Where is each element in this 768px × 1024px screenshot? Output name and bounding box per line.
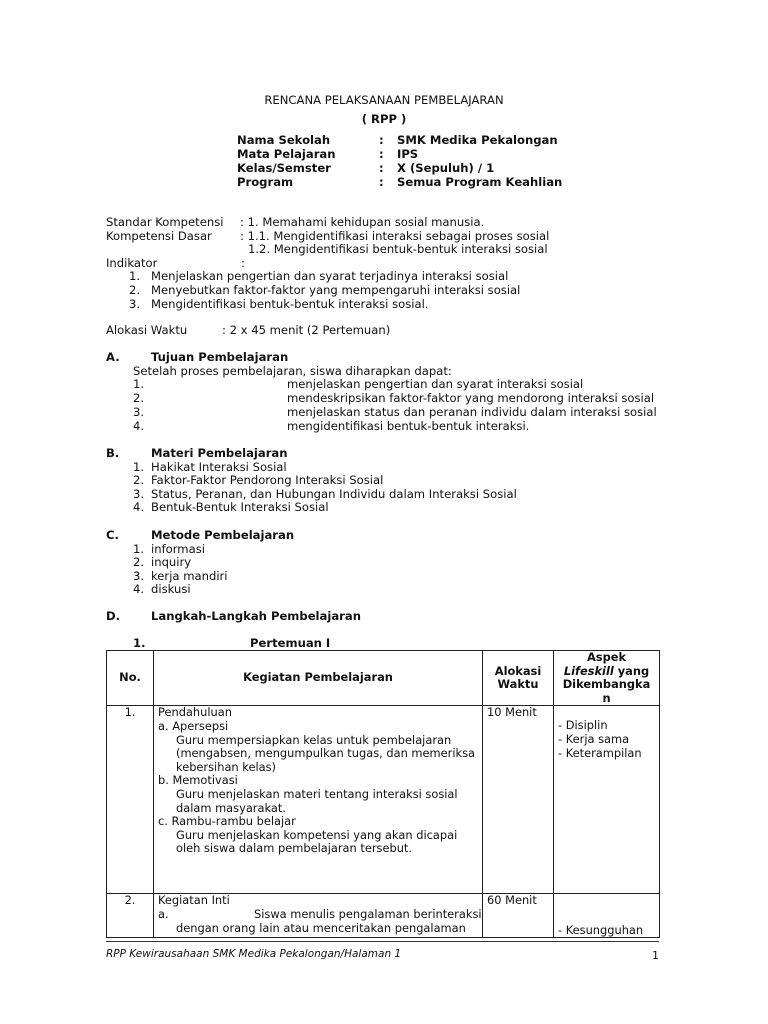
tujuan-text: mendeskripsikan faktor-faktor yang mendorong interaksi sosial xyxy=(287,391,655,405)
aspek-item: - Kerja sama xyxy=(558,731,630,746)
kd-value-1: : 1.1. Mengidentifikasi interaksi sebagai proses sosial xyxy=(240,229,550,243)
identity-label: Program xyxy=(237,175,294,189)
row1-waktu: 10 Menit xyxy=(483,706,554,894)
row1-c-label: c. Rambu-rambu belajar xyxy=(158,814,296,829)
tujuan-text: menjelaskan status dan peranan individu dalam interaksi sosial xyxy=(287,405,657,419)
metode-num: 2. xyxy=(133,555,145,569)
row1-a-line: (mengabsen, mengumpulkan tugas, dan memeriksa xyxy=(176,746,475,761)
header-aspek-line2 xyxy=(558,665,655,679)
row2-a-text1: Siswa menulis pengalaman berinteraksi xyxy=(254,906,482,921)
identity-value: Semua Program Keahlian xyxy=(397,175,563,189)
indikator-num: 1. xyxy=(129,269,141,283)
aspek-item: - Disiplin xyxy=(558,718,608,733)
row2-a-line1 xyxy=(158,906,482,922)
section-c-title: Metode Pembelajaran xyxy=(151,528,295,542)
row1-b-line: dalam masyarakat. xyxy=(176,800,286,815)
identity-value: X (Sepuluh) / 1 xyxy=(397,161,495,175)
identity-sep: : xyxy=(379,133,384,147)
materi-num: 4. xyxy=(133,500,145,514)
table-row xyxy=(107,894,660,938)
indikator-num: 2. xyxy=(129,283,141,297)
metode-text: kerja mandiri xyxy=(151,569,228,583)
section-a-letter: A. xyxy=(106,350,120,364)
metode-text: diskusi xyxy=(151,582,191,596)
row2-a-text2: dengan orang lain atau menceritakan pengalaman xyxy=(176,920,466,935)
identity-label: Mata Pelajaran xyxy=(237,147,336,161)
tujuan-text: menjelaskan pengertian dan syarat interaksi sosial xyxy=(287,377,584,391)
indikator-label: Indikator xyxy=(106,256,158,270)
kd-label: Kompetensi Dasar xyxy=(106,229,212,243)
row1-c-text xyxy=(158,829,478,856)
identity-label: Nama Sekolah xyxy=(237,133,331,147)
row1-title: Pendahuluan xyxy=(158,705,232,720)
alokasi-label: Alokasi Waktu xyxy=(106,323,188,337)
metode-text: inquiry xyxy=(151,555,192,569)
materi-text: Faktor-Faktor Pendorong Interaksi Sosial xyxy=(151,473,384,487)
row1-b-label: b. Memotivasi xyxy=(158,773,238,788)
row1-a-line: Guru mempersiapkan kelas untuk pembelajaran xyxy=(176,732,452,747)
alokasi-value: : 2 x 45 menit (2 Pertemuan) xyxy=(222,323,391,337)
section-b-title: Materi Pembelajaran xyxy=(151,446,288,460)
row2-kegiatan xyxy=(154,894,483,938)
row2-aspek xyxy=(554,894,660,938)
tujuan-num: 4. xyxy=(133,419,145,433)
row2-no: 2. xyxy=(107,894,154,938)
aspek-item: - Kesungguhan xyxy=(558,922,644,937)
table-header-row xyxy=(107,651,660,706)
indikator-num: 3. xyxy=(129,297,141,311)
row2-title: Kegiatan Inti xyxy=(158,893,230,908)
section-d-letter: D. xyxy=(106,609,121,623)
header-alokasi-line1: Alokasi xyxy=(494,663,542,678)
row2-a-label: a. xyxy=(158,906,169,921)
metode-text: informasi xyxy=(151,542,205,556)
identity-value: SMK Medika Pekalongan xyxy=(397,133,558,147)
identity-value: IPS xyxy=(397,147,419,161)
identity-label: Kelas/Semster xyxy=(237,161,331,175)
indikator-sep: : xyxy=(241,256,245,270)
kegiatan-table xyxy=(106,650,660,938)
indikator-text: Mengidentifikasi bentuk-bentuk interaksi sosial. xyxy=(151,297,429,311)
row1-kegiatan xyxy=(154,706,483,894)
header-kegiatan: Kegiatan Pembelajaran xyxy=(154,651,483,706)
tujuan-num: 3. xyxy=(133,405,145,419)
header-aspek-line1: Aspek xyxy=(586,650,627,664)
identity-sep: : xyxy=(379,175,384,189)
row1-c-line: Guru menjelaskan kompetensi yang akan dicapai xyxy=(176,827,458,842)
sk-label: Standar Kompetensi xyxy=(106,215,224,229)
header-no: No. xyxy=(107,651,154,706)
identity-sep: : xyxy=(379,147,384,161)
identity-sep: : xyxy=(379,161,384,175)
page-number: 1 xyxy=(652,949,659,962)
row2-waktu: 60 Menit xyxy=(483,894,554,938)
row1-aspek xyxy=(554,706,660,894)
aspek-item: - Keterampilan xyxy=(558,745,642,760)
section-c-letter: C. xyxy=(106,528,119,542)
header-aspek-line3: Dikembangka xyxy=(562,677,651,692)
row1-no: 1. xyxy=(107,706,154,894)
header-aspek-lifeskill: Lifeskill xyxy=(563,663,614,678)
metode-num: 4. xyxy=(133,582,145,596)
section-d-title: Langkah-Langkah Pembelajaran xyxy=(151,609,361,623)
row1-c-line: oleh siswa dalam pembelajaran tersebut. xyxy=(176,841,413,856)
section-a-intro: Setelah proses pembelajaran, siswa diharapkan dapat: xyxy=(133,364,452,378)
tujuan-num: 1. xyxy=(133,377,145,391)
header-alokasi xyxy=(483,651,554,706)
row1-b-text xyxy=(158,788,478,815)
header-alokasi-line2: Waktu xyxy=(497,677,539,692)
pertemuan-num: 1. xyxy=(133,636,146,650)
materi-text: Bentuk-Bentuk Interaksi Sosial xyxy=(151,500,329,514)
materi-text: Hakikat Interaksi Sosial xyxy=(151,460,287,474)
section-b-letter: B. xyxy=(106,446,120,460)
row1-a-label: a. Apersepsi xyxy=(158,718,229,733)
pertemuan-title: Pertemuan I xyxy=(250,636,331,650)
footer-divider xyxy=(106,941,659,942)
table-row xyxy=(107,706,660,894)
row1-b-line: Guru menjelaskan materi tentang interaksi sosial xyxy=(176,786,458,801)
document-subtitle: ( RPP ) xyxy=(361,112,407,126)
indikator-text: Menyebutkan faktor-faktor yang mempengaruhi interaksi sosial xyxy=(151,283,521,297)
metode-num: 1. xyxy=(133,542,145,556)
tujuan-num: 2. xyxy=(133,391,145,405)
tujuan-text: mengidentifikasi bentuk-bentuk interaksi. xyxy=(287,419,530,433)
materi-num: 2. xyxy=(133,473,145,487)
materi-text: Status, Peranan, dan Hubungan Individu dalam Interaksi Sosial xyxy=(151,487,517,501)
row1-a-line: kebersihan kelas) xyxy=(176,759,276,774)
sk-value: : 1. Memahami kehidupan sosial manusia. xyxy=(240,215,485,229)
document-title: RENCANA PELAKSANAAN PEMBELAJARAN xyxy=(264,93,504,107)
materi-num: 3. xyxy=(133,487,145,501)
materi-num: 1. xyxy=(133,460,145,474)
footer-text: RPP Kewirausahaan SMK Medika Pekalongan/Halaman 1 xyxy=(106,948,402,960)
kd-value-2: 1.2. Mengidentifikasi bentuk-bentuk interaksi sosial xyxy=(248,242,548,256)
header-aspek-yang: yang xyxy=(613,663,650,678)
header-aspek xyxy=(554,651,660,706)
header-aspek-line4: n xyxy=(602,690,611,705)
row1-a-text xyxy=(158,734,478,775)
indikator-text: Menjelaskan pengertian dan syarat terjadinya interaksi sosial xyxy=(151,269,509,283)
metode-num: 3. xyxy=(133,569,145,583)
section-a-title: Tujuan Pembelajaran xyxy=(151,350,289,364)
